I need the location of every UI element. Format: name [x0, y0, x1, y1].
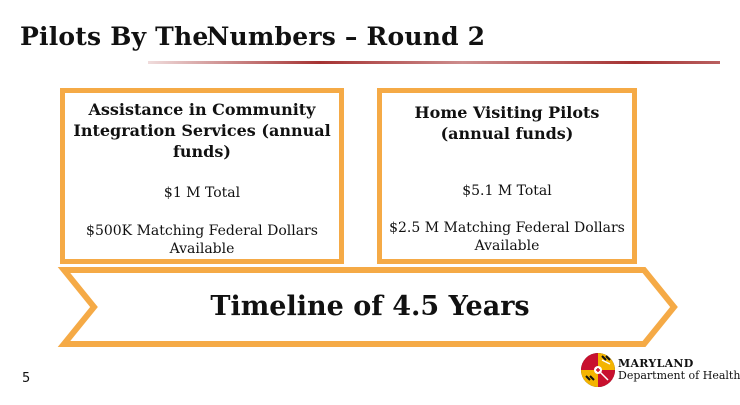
aci-funding-box — [60, 88, 344, 264]
logo-line-1: MARYLAND — [618, 357, 694, 370]
aci-total: $1 M Total — [163, 185, 241, 201]
title-prefix: Pilots By — [20, 22, 156, 51]
aci-matching: $500K Matching Federal Dollars Available — [86, 223, 318, 257]
slide-title — [20, 22, 485, 51]
aci-heading: Assistance in Community Integration Services (annual funds) — [73, 100, 331, 161]
title-rest: Numbers – Round 2 — [206, 22, 486, 51]
title-the: The — [155, 22, 209, 51]
maryland-flag-icon — [580, 352, 616, 388]
home-visiting-matching: $2.5 M Matching Federal Dollars Available — [389, 220, 625, 254]
logo-line-2: Department of Health — [618, 369, 740, 382]
page-number: 5 — [22, 371, 31, 386]
title-underline — [148, 61, 720, 64]
home-visiting-heading: Home Visiting Pilots (annual funds) — [414, 103, 600, 143]
maryland-health-logo-text — [618, 358, 740, 382]
home-visiting-funding-box — [377, 88, 637, 264]
timeline-label: Timeline of 4.5 Years — [210, 291, 530, 322]
home-visiting-total: $5.1 M Total — [462, 183, 552, 199]
